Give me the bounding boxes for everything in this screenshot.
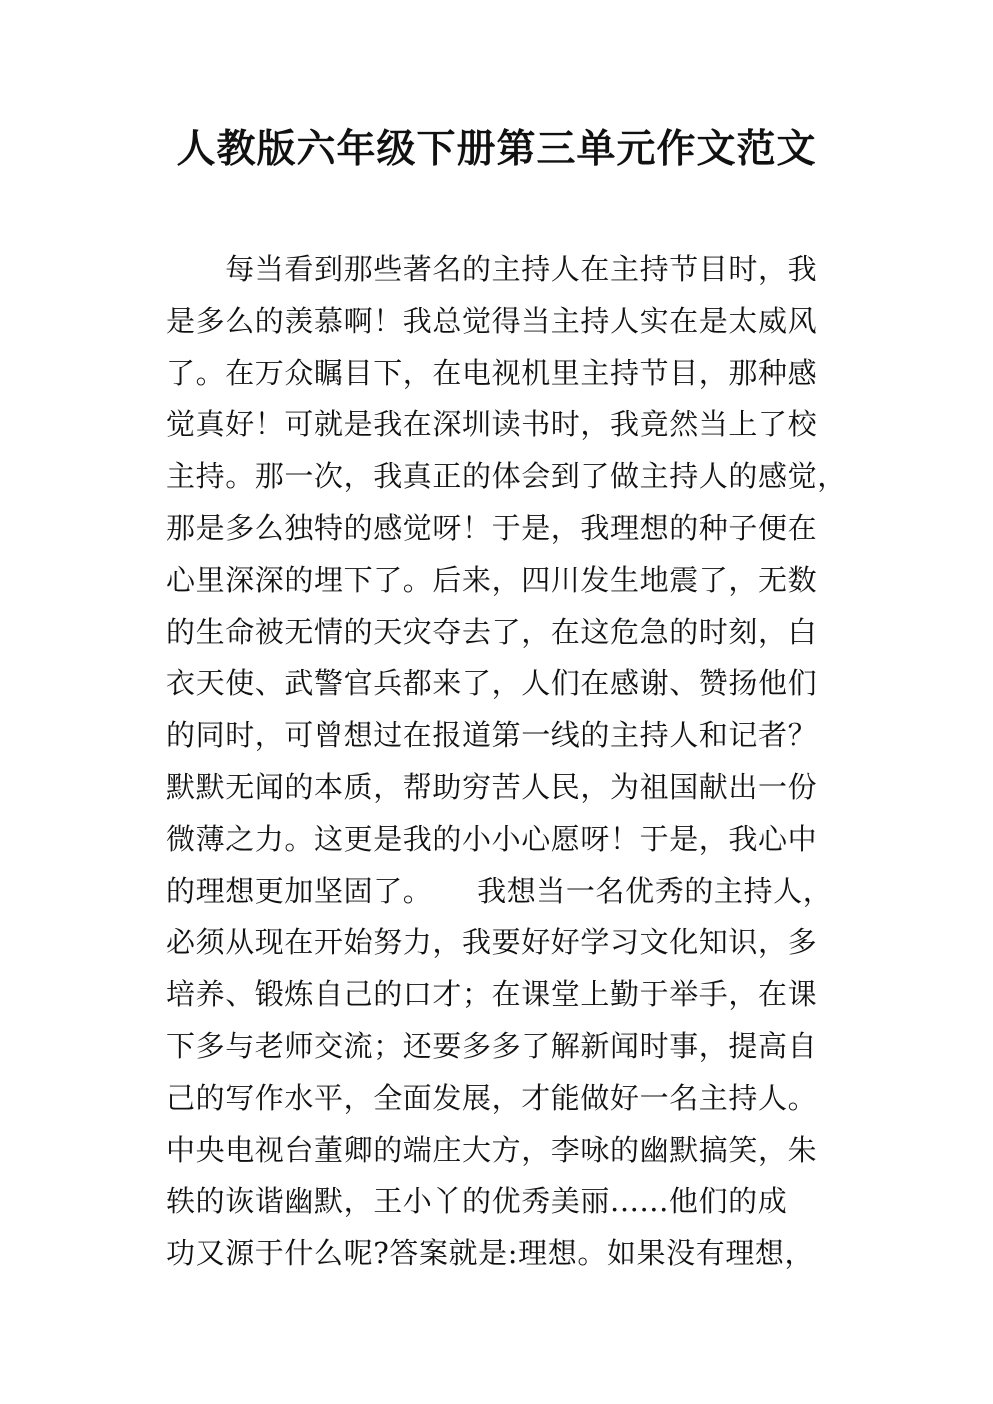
text-line: 功又源于什么呢?答案就是:理想。如果没有理想， (166, 1236, 815, 1271)
text-line: 必须从现在开始努力，我要好好学习文化知识，多 (166, 925, 818, 960)
text-line: 主持。那一次，我真正的体会到了做主持人的感觉， (166, 459, 847, 494)
essay-body (166, 244, 846, 1280)
text-line: 的同时，可曾想过在报道第一线的主持人和记者？ (166, 718, 818, 753)
text-line: 心里深深的埋下了。后来，四川发生地震了，无数 (166, 562, 818, 597)
text-line: 己的写作水平，全面发展，才能做好一名主持人。 (166, 1080, 818, 1115)
text-line: 的生命被无情的天灾夺去了，在这危急的时刻，白 (166, 614, 818, 649)
text-line: 那是多么独特的感觉呀！于是，我理想的种子便在 (166, 510, 818, 545)
text-line: 默默无闻的本质，帮助穷苦人民，为祖国献出一份 (166, 769, 818, 804)
text-line: 了。在万众瞩目下，在电视机里主持节目，那种感 (166, 355, 818, 390)
text-line: 微薄之力。这更是我的小小心愿呀！于是，我心中 (166, 821, 818, 856)
text-line: 的理想更加坚固了。 我想当一名优秀的主持人， (166, 873, 833, 908)
text-line: 是多么的羡慕啊！我总觉得当主持人实在是太威风 (166, 303, 818, 338)
text-line: 轶的诙谐幽默，王小丫的优秀美丽......他们的成 (166, 1184, 788, 1219)
text-line: 下多与老师交流；还要多多了解新闻时事，提高自 (166, 1028, 818, 1063)
text-line: 衣天使、武警官兵都来了，人们在感谢、赞扬他们 (166, 666, 818, 701)
text-line: 培养、锻炼自己的口才；在课堂上勤于举手，在课 (166, 977, 818, 1012)
text-line: 每当看到那些著名的主持人在主持节目时，我 (166, 252, 818, 286)
text-line: 觉真好！可就是我在深圳读书时，我竟然当上了校 (166, 407, 818, 442)
text-line: 中央电视台董卿的端庄大方，李咏的幽默搞笑，朱 (166, 1132, 818, 1167)
document-title: 人教版六年级下册第三单元作文范文 (176, 127, 817, 172)
